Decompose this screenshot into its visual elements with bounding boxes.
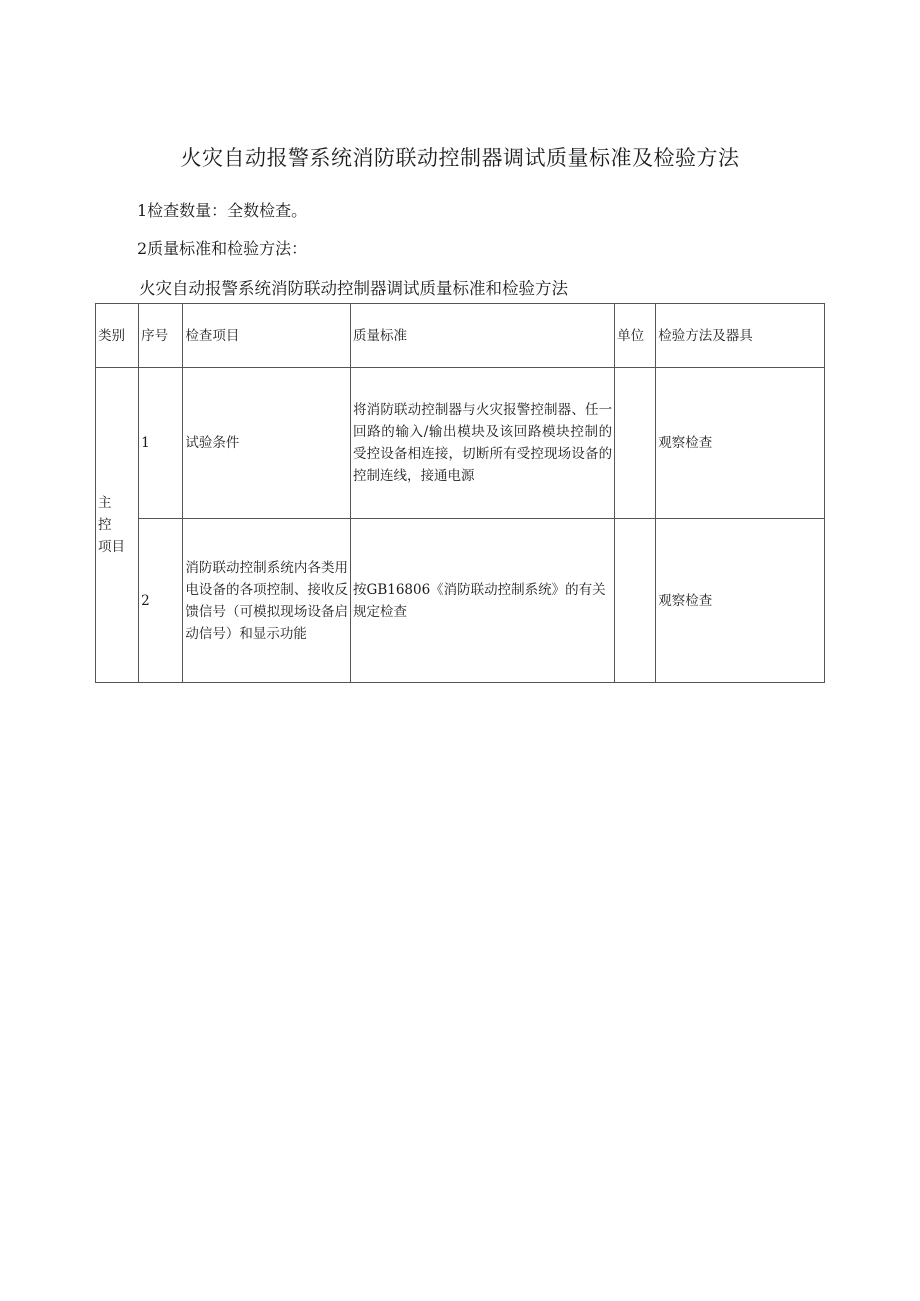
row-standard: 按GB16806《消防联动控制系统》的有关规定检查 [351,519,615,683]
row-no: 2 [139,519,183,683]
category-label-line: 主 [98,495,112,511]
row-method: 观察检查 [656,519,825,683]
row-item: 试验条件 [183,368,351,519]
row-standard: 将消防联动控制器与火灾报警控制器、任一回路的输入/输出模块及该回路模块控制的受控设备相连接，切断所有受控现场设备的控制连线，接通电源 [351,368,615,519]
header-item: 检查项目 [183,304,351,368]
row-unit [615,519,656,683]
category-label-line: 控 [98,517,112,533]
document-title: 火灾自动报警系统消防联动控制器调试质量标准及检验方法 [180,146,740,170]
table-caption: 火灾自动报警系统消防联动控制器调试质量标准和检验方法 [139,279,568,298]
header-standard: 质量标准 [351,304,615,368]
row-item: 消防联动控制系统内各类用电设备的各项控制、接收反馈信号（可模拟现场设备启动信号）和显示功能 [183,519,351,683]
header-method: 检验方法及器具 [656,304,825,368]
category-cell-main-control [96,368,139,683]
header-unit: 单位 [615,304,656,368]
category-label-line: 项目 [98,539,125,555]
paragraph-inspection-quantity: 1检查数量：全数检查。 [137,201,308,220]
row-method: 观察检查 [656,368,825,519]
header-category: 类别 [96,304,139,368]
paragraph-quality-standard: 2质量标准和检验方法： [137,239,308,258]
row-unit [615,368,656,519]
header-no: 序号 [139,304,183,368]
table-header-row [96,304,825,368]
row-no: 1 [139,368,183,519]
table-row [96,519,825,683]
quality-standard-table [95,303,825,683]
table-row [96,368,825,519]
